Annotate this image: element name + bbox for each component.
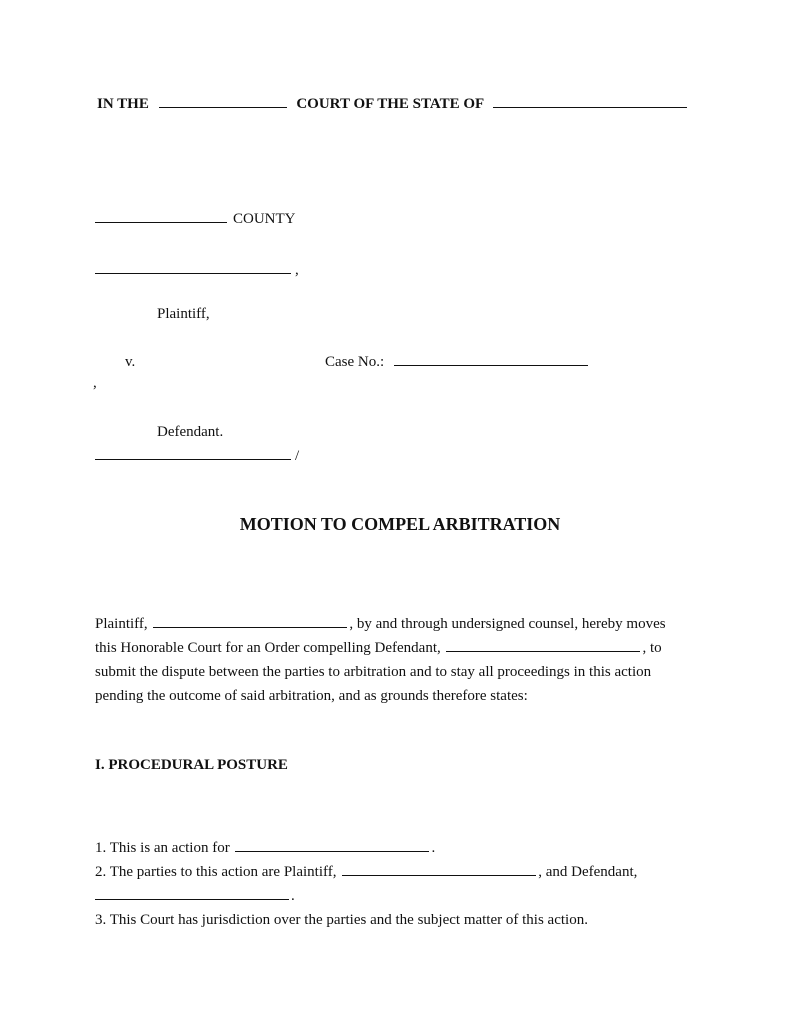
county-label: COUNTY <box>233 211 296 227</box>
plaintiff-comma: , <box>295 262 299 278</box>
defendant-name-blank[interactable] <box>95 458 291 460</box>
intro-line-1-rest: , by and through undersigned counsel, hereby moves <box>349 616 666 632</box>
intro-line-3: submit the dispute between the parties to arbitration and to stay all proceedings in this action <box>95 664 652 680</box>
item-2-period: . <box>291 888 295 904</box>
section-heading: I. PROCEDURAL POSTURE <box>95 757 288 773</box>
intro-line-4: pending the outcome of said arbitration, and as grounds therefore states: <box>95 688 528 704</box>
intro-line-2-text: this Honorable Court for an Order compelling Defendant, <box>95 640 441 656</box>
court-name-blank[interactable] <box>159 106 287 108</box>
defendant-name-line <box>95 448 299 465</box>
defendant-label: Defendant. <box>157 424 224 440</box>
numbered-list <box>95 836 695 932</box>
state-name-blank[interactable] <box>493 106 687 108</box>
court-header <box>97 96 687 113</box>
county-line <box>95 211 296 228</box>
case-no-label: Case No.: <box>325 354 385 370</box>
item-1-period: . <box>431 840 436 856</box>
item-1-text: 1. This is an action for <box>95 840 230 856</box>
plaintiff-name-line <box>95 262 299 279</box>
intro-line-2 <box>95 636 695 660</box>
intro-line-1 <box>95 612 695 636</box>
versus-label: v. <box>125 354 136 370</box>
item-2-defendant-blank[interactable] <box>95 898 289 900</box>
action-type-blank[interactable] <box>235 850 429 852</box>
intro-defendant-blank[interactable] <box>446 650 640 652</box>
list-item-2-continued <box>95 884 695 908</box>
document-title: MOTION TO COMPEL ARBITRATION <box>239 514 561 534</box>
plaintiff-label: Plaintiff, <box>157 306 210 322</box>
plaintiff-name-blank[interactable] <box>95 272 291 274</box>
item-2-plaintiff-blank[interactable] <box>342 874 536 876</box>
in-the-label: IN THE <box>97 96 149 112</box>
intro-line-2-rest: , to <box>642 640 662 656</box>
list-item-2 <box>95 860 695 884</box>
list-item-1 <box>95 836 695 860</box>
case-number-blank[interactable] <box>394 364 588 366</box>
item-2-rest: , and Defendant, <box>538 864 638 880</box>
intro-plaintiff-text: Plaintiff, <box>95 616 148 632</box>
list-item-3: 3. This Court has jurisdiction over the parties and the subject matter of this action. <box>95 912 588 928</box>
closing-slash: / <box>295 448 300 464</box>
intro-paragraph <box>95 612 695 708</box>
intro-plaintiff-blank[interactable] <box>153 626 347 628</box>
defendant-comma: , <box>93 375 97 391</box>
court-of-state-label: COURT OF THE STATE OF <box>296 96 484 112</box>
case-number-line <box>325 354 588 371</box>
county-name-blank[interactable] <box>95 221 227 223</box>
item-2-text: 2. The parties to this action are Plaintiff, <box>95 864 337 880</box>
